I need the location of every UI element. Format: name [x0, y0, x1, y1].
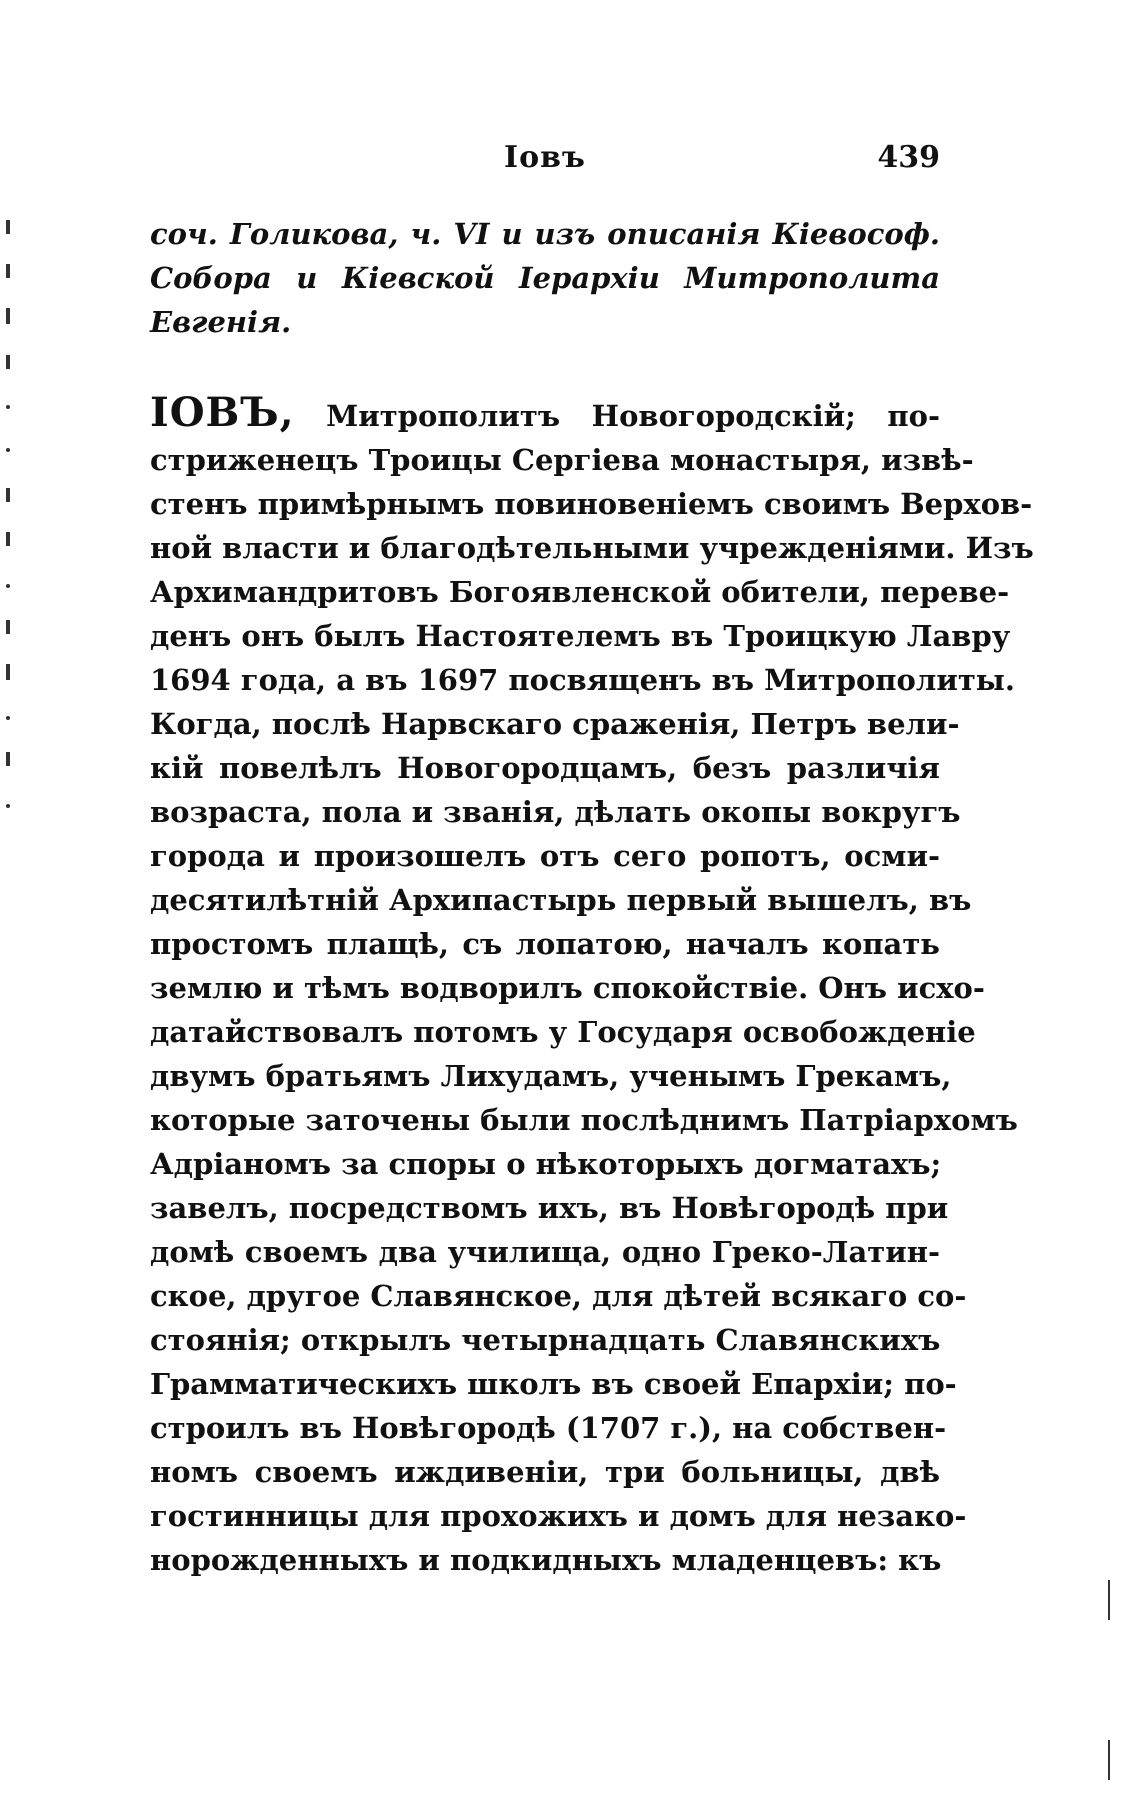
scan-mark	[6, 448, 10, 452]
entry-line: города и произошелъ отъ сего ропотъ, осми-	[150, 839, 940, 873]
entry-line: стриженецъ Троицы Сергіева монастыря, извѣ-	[150, 443, 974, 477]
scan-mark	[6, 308, 10, 324]
scan-mark	[1108, 1740, 1110, 1780]
entry-lines	[150, 438, 1034, 1582]
citation-line: соч. Голикова, ч. VI и изъ описанія Кіевософ.	[150, 217, 940, 251]
entry-line: денъ онъ былъ Настоятелемъ въ Троицкую Лавру	[150, 619, 1011, 653]
citation-line: Евгенія.	[150, 305, 292, 339]
entry-line: домѣ своемъ два училища, одно Греко-Латин-	[150, 1235, 940, 1269]
entry-line: простомъ плащѣ, съ лопатою, началъ копать	[150, 927, 940, 961]
entry-line: ной власти и благодѣтельными учрежденіями. Изъ	[150, 531, 1034, 565]
entry-line: кій повелѣлъ Новогородцамъ, безъ различія	[150, 751, 940, 785]
entry-line: возраста, пола и званія, дѣлать окопы вокругъ	[150, 795, 961, 829]
scan-mark	[6, 355, 10, 369]
scan-mark	[6, 752, 10, 766]
scan-mark	[6, 405, 10, 409]
entry-line: 1694 года, а въ 1697 посвященъ въ Митрополиты.	[150, 663, 1015, 697]
entry-line: Адріаномъ за споры о нѣкоторыхъ догматахъ;	[150, 1147, 942, 1181]
entry-line: Архимандритовъ Богоявленской обители, переве-	[150, 575, 1010, 609]
entry-line: Когда, послѣ Нарвскаго сраженія, Петръ вели-	[150, 707, 960, 741]
scan-mark	[6, 584, 10, 588]
entry-line: норожденныхъ и подкидныхъ младенцевъ: къ	[150, 1543, 942, 1577]
scan-mark	[6, 664, 10, 680]
scan-mark	[6, 532, 10, 546]
entry-line: стенъ примѣрнымъ повиновеніемъ своимъ Верхов-	[150, 487, 1033, 521]
entry-first-line	[150, 388, 940, 438]
scan-mark	[6, 220, 10, 234]
entry-line: завелъ, посредствомъ ихъ, въ Новѣгородѣ при	[150, 1191, 949, 1225]
entry-line: датайствовалъ потомъ у Государя освобожденіе	[150, 1015, 976, 1049]
scan-mark	[6, 488, 10, 502]
scan-mark	[1108, 1580, 1110, 1620]
entry-headword: ІОВЪ,	[150, 389, 295, 436]
scan-mark	[6, 264, 10, 278]
page-number: 439	[877, 140, 940, 175]
scan-mark	[6, 716, 10, 720]
entry-body	[150, 388, 1034, 1582]
entry-line: которые заточены были послѣднимъ Патріархомъ	[150, 1103, 1018, 1137]
entry-line: землю и тѣмъ водворилъ спокойствіе. Онъ исхо-	[150, 971, 985, 1005]
entry-line: строилъ въ Новѣгородѣ (1707 г.), на собствен-	[150, 1411, 947, 1445]
entry-line: стоянія; открылъ четырнадцать Славянскихъ	[150, 1323, 941, 1357]
entry-line: десятилѣтній Архипастырь первый вышелъ, въ	[150, 883, 972, 917]
entry-line: номъ своемъ иждивеніи, три больницы, двѣ	[150, 1455, 940, 1489]
entry-first-line-text: Митрополитъ Новогородскій; по-	[326, 399, 940, 433]
entry-line: двумъ братьямъ Лихудамъ, ученымъ Грекамъ,	[150, 1059, 952, 1093]
entry-line: гостинницы для прохожихъ и домъ для незако-	[150, 1499, 967, 1533]
scan-mark	[6, 804, 10, 808]
page-header	[150, 140, 940, 190]
entry-line: Грамматическихъ школъ въ своей Епархіи; по-	[150, 1367, 957, 1401]
citation-block	[150, 212, 940, 344]
scan-mark	[6, 620, 10, 634]
citation-line: Собора и Кіевской Іерархіи Митрополита	[150, 261, 940, 295]
entry-line: ское, другое Славянское, для дѣтей всякаго со-	[150, 1279, 967, 1313]
running-head: Іовъ	[504, 140, 586, 175]
